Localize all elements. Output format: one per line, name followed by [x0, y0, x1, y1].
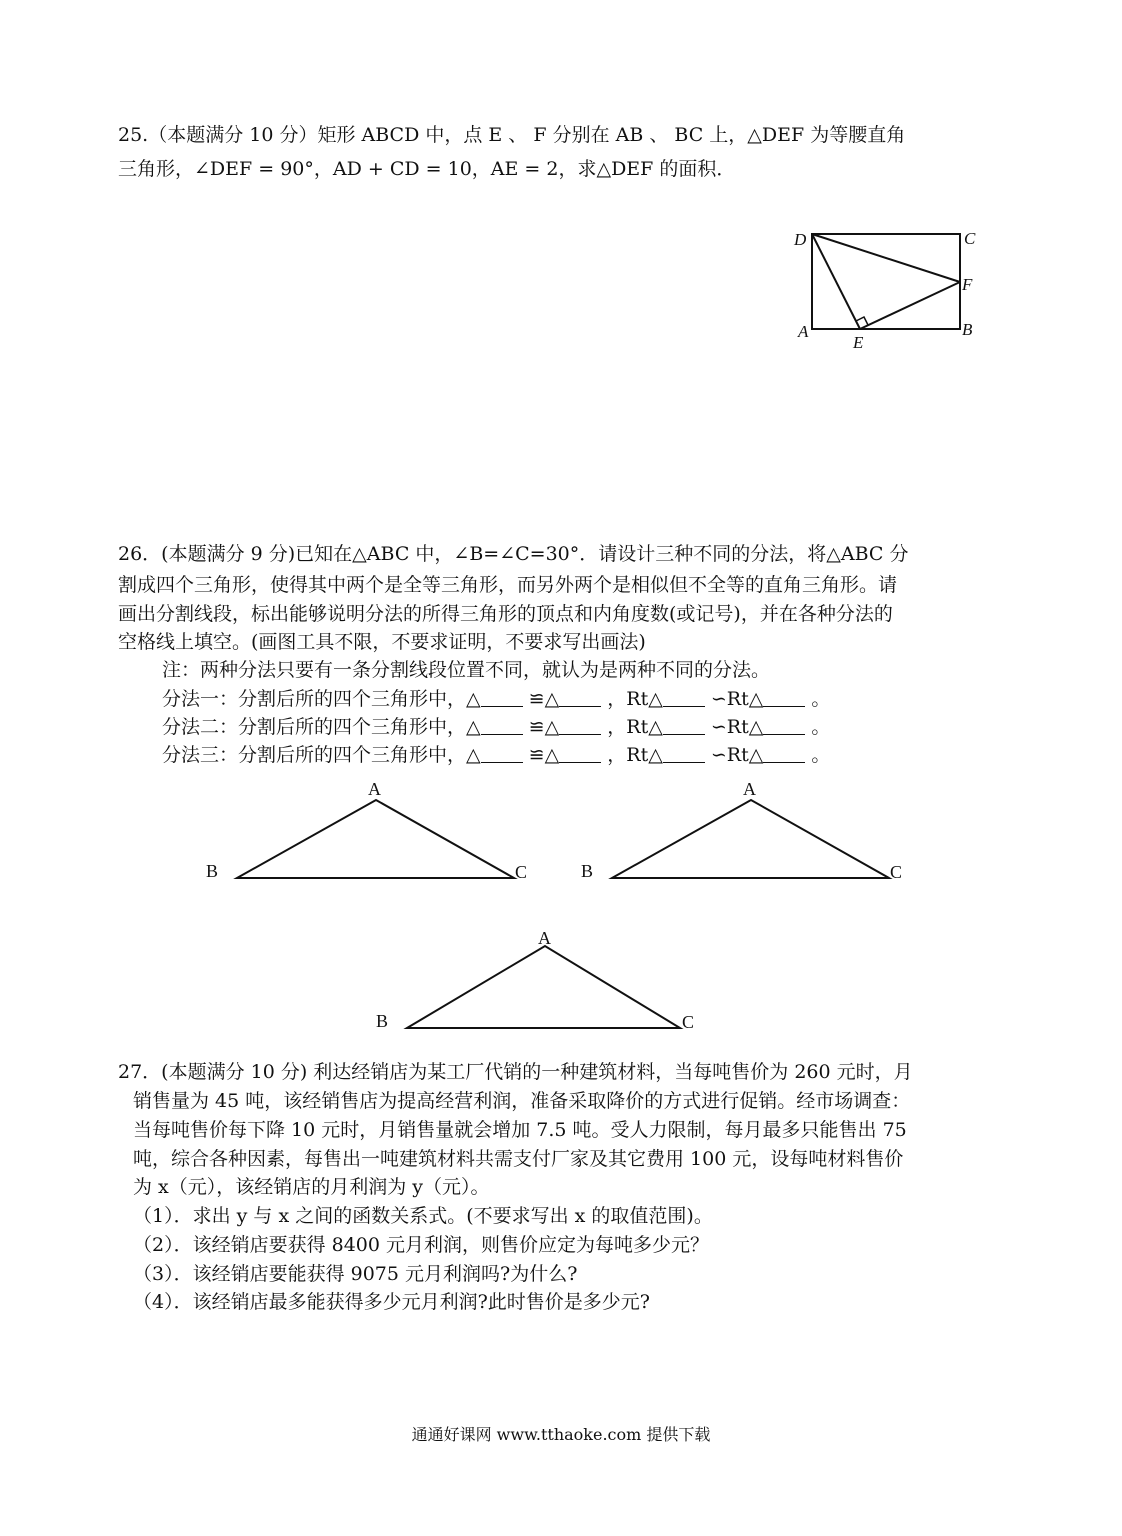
q26-note: 注：两种分法只要有一条分割线段位置不同，就认为是两种不同的分法。: [162, 659, 771, 681]
label-c: C: [964, 229, 976, 248]
label-f: F: [962, 275, 973, 294]
q26-line-1: 26．(本题满分 9 分)已知在△ABC 中，∠B=∠C=30°．请设计三种不同的分法，将△ABC 分: [118, 543, 909, 565]
tri3-label-a: A: [538, 928, 551, 948]
q27-sub-2: （2）．该经销店要获得 8400 元月利润，则售价应定为每吨多少元？: [133, 1234, 710, 1256]
tri1-label-a: A: [368, 779, 381, 799]
tri3-label-c: C: [682, 1012, 695, 1032]
blank-3d[interactable]: [763, 742, 805, 763]
method-row-2: 分法二：分割后所的四个三角形中，△ ≌△ ，Rt△ ∽Rt△ 。: [162, 716, 831, 738]
q27-line-3: 当每吨售价每下降 10 元时，月销售量就会增加 7.5 吨。受人力限制，每月最多只能售出 75: [133, 1119, 907, 1141]
method-row-1: 分法一：分割后所的四个三角形中，△ ≌△ ，Rt△ ∽Rt△ 。: [162, 688, 831, 710]
blank-1c[interactable]: [663, 686, 705, 707]
blank-3a[interactable]: [481, 742, 523, 763]
label-d: D: [794, 230, 807, 249]
q25-line-1: 25.（本题满分 10 分）矩形 ABCD 中，点 E 、 F 分别在 AB 、 BC 上，△DEF 为等腰直角: [118, 124, 906, 146]
tri1-label-b: B: [206, 861, 219, 881]
tri2-label-b: B: [581, 861, 594, 881]
tri1-label-c: C: [515, 862, 528, 882]
blank-3c[interactable]: [663, 742, 705, 763]
blank-2d[interactable]: [763, 714, 805, 735]
blank-2a[interactable]: [481, 714, 523, 735]
method-row-3: 分法三：分割后所的四个三角形中，△ ≌△ ，Rt△ ∽Rt△ 。: [162, 744, 831, 766]
tri2-label-a: A: [743, 779, 756, 799]
blank-2b[interactable]: [559, 714, 601, 735]
q26-line-2: 割成四个三角形，使得其中两个是全等三角形，而另外两个是相似但不全等的直角三角形。请: [118, 574, 898, 596]
blank-1a[interactable]: [481, 686, 523, 707]
q27-sub-3: （3）．该经销店要能获得 9075 元月利润吗?为什么?: [133, 1263, 578, 1285]
q27-line-1: 27．(本题满分 10 分) 利达经销店为某工厂代销的一种建筑材料，当每吨售价为 260 元时，月: [118, 1061, 913, 1083]
q26-line-3: 画出分割线段，标出能够说明分法的所得三角形的顶点和内角度数(或记号)，并在各种分法的: [118, 603, 893, 625]
blank-3b[interactable]: [559, 742, 601, 763]
tri2-label-c: C: [890, 862, 903, 882]
triangle-figure-1: [200, 775, 540, 890]
rectangle-figure: [780, 220, 1000, 360]
label-b: B: [962, 320, 973, 339]
blank-2c[interactable]: [663, 714, 705, 735]
triangle-figure-3: [370, 918, 710, 1033]
triangle-figure-2: [575, 775, 915, 890]
label-e: E: [853, 333, 864, 352]
q27-line-2: 销售量为 45 吨，该经销售店为提高经营利润，准备采取降价的方式进行促销。经市场调查：: [133, 1090, 911, 1112]
tri3-label-b: B: [376, 1011, 389, 1031]
q27-sub-4: （4）．该经销店最多能获得多少元月利润?此时售价是多少元?: [133, 1291, 650, 1313]
blank-1b[interactable]: [559, 686, 601, 707]
q26-line-4: 空格线上填空。(画图工具不限，不要求证明，不要求写出画法): [118, 631, 646, 653]
q25-line-2: 三角形，∠DEF = 90°，AD + CD = 10，AE = 2，求△DEF 的面积．: [118, 158, 736, 180]
q27-line-4: 吨，综合各种因素，每售出一吨建筑材料共需支付厂家及其它费用 100 元，设每吨材料售价: [133, 1148, 904, 1170]
page-footer: 通通好课网 www.tthaoke.com 提供下载: [411, 1425, 711, 1444]
label-a: A: [798, 322, 809, 341]
blank-1d[interactable]: [763, 686, 805, 707]
q27-sub-1: （1）．求出 y 与 x 之间的函数关系式。(不要求写出 x 的取值范围)。: [133, 1205, 713, 1227]
q27-line-5: 为 x（元），该经销店的月利润为 y（元）。: [133, 1176, 490, 1198]
